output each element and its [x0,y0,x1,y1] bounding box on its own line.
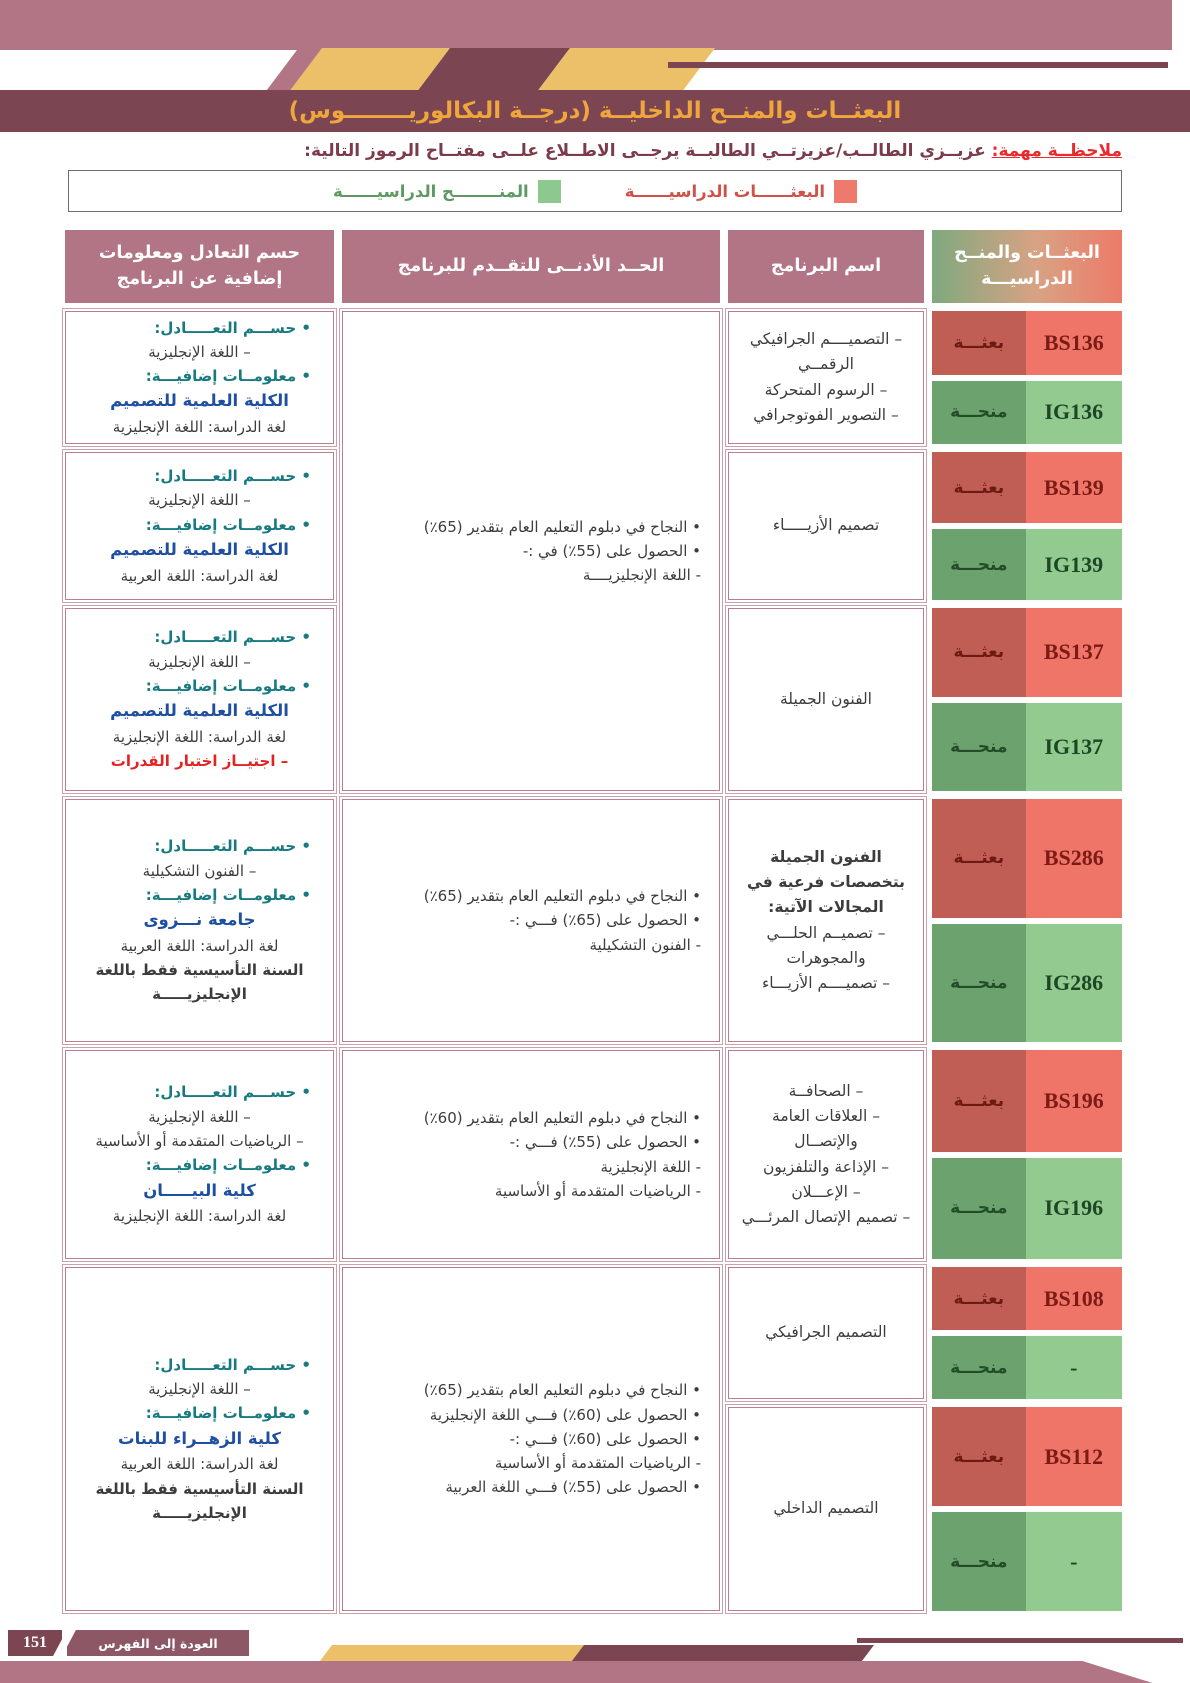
scholarship-code: BS139 [1026,452,1122,523]
program-name-cell: التصميم الجرافيكي [728,1267,924,1399]
grant-code-cell [932,1512,1122,1611]
grant-color-swatch [538,180,561,203]
scholarship-code: BS108 [1026,1267,1122,1330]
grant-code-cell [932,1158,1122,1260]
scholarship-code-cell [932,608,1122,697]
codes-pair-row5 [932,1050,1122,1259]
scholarship-code-cell [932,1267,1122,1330]
program-name-cell: التصميم الداخلي [728,1407,924,1611]
scholarship-code: BS136 [1026,311,1122,375]
grant-type-label: منحـــة [932,1158,1026,1260]
program-info-cell: • حســـم التعـــــادل: – اللغة الإنجليزية • معلومــات إضافيـــة: الكلية العلمية للتصميم لغة الدراسة: اللغة الإنجليزية – اجتيــاز اختبار القدرات [65,608,334,791]
grant-type-label: منحـــة [932,924,1026,1043]
scholarship-code: BS112 [1026,1407,1122,1506]
scholarship-code-cell [932,452,1122,523]
legend-box [68,170,1122,212]
grant-code-cell [932,1336,1122,1399]
page-number: 151 [8,1630,62,1656]
scholarship-type-label: بعثـــة [932,452,1026,523]
program-info-cell: • حســـم التعـــــادل: – اللغة الإنجليزية • معلومــات إضافيـــة: الكلية العلمية للتصميم لغة الدراسة: اللغة العربية [65,452,334,600]
grant-code: IG136 [1026,381,1122,445]
scholarship-code-cell [932,1407,1122,1506]
grant-legend-label: المنــــــــح الدراسيــــــة [332,181,529,201]
grant-code: - [1026,1512,1122,1611]
program-name-cell: الفنون الجميلة [728,608,924,791]
scholarship-type-label: بعثـــة [932,799,1026,918]
top-band [0,0,1172,50]
grant-code-cell [932,529,1122,600]
column-header-program-name: اسم البرنامج [728,230,924,303]
program-name-cell: – التصميــــم الجرافيكي الرقمــي – الرسوم المتحركة – التصوير الفوتوجرافي [728,311,924,444]
scholarship-code-cell [932,311,1122,375]
scholarship-type-label: بعثـــة [932,1267,1026,1330]
grant-type-label: منحـــة [932,529,1026,600]
bottom-rule-line [857,1638,1183,1643]
title-bar [0,90,1190,132]
column-header-min-requirements: الحــد الأدنــى للتقــدم للبرنامج [342,230,720,303]
program-info-cell: • حســـم التعـــــادل: – اللغة الإنجليزية – الرياضيات المتقدمة أو الأساسية • معلومــات إضافيـــة: كلية البيـــــان لغة الدراسة: اللغة الإنجليزية [65,1050,334,1259]
grant-code-cell [932,703,1122,792]
grant-code-cell [932,924,1122,1043]
important-note [68,141,1122,161]
scholarship-code: BS137 [1026,608,1122,697]
grant-code: IG139 [1026,529,1122,600]
parallelogram-yellow-2 [538,48,715,90]
scholarship-code: BS286 [1026,799,1122,918]
codes-pair-row4 [932,799,1122,1042]
codes-pair-row6 [932,1267,1122,1399]
grant-code: - [1026,1336,1122,1399]
scholarship-legend-label: البعثــــــات الدراسيــــــة [624,181,826,201]
grant-code: IG196 [1026,1158,1122,1260]
back-to-index-link[interactable]: العودة إلى الفهرس [67,1630,249,1656]
min-requirements-cell: • النجاح في دبلوم التعليم العام بتقدير (65٪) • الحصول على (65٪) فـــي :- - الفنون التشكيلية [342,799,720,1042]
top-rule-line [668,62,1168,68]
min-requirements-cell: • النجاح في دبلوم التعليم العام بتقدير (60٪) • الحصول على (55٪) فـــي :- - اللغة الإنجليزية - الرياضيات المتقدمة أو الأساسية [342,1050,720,1259]
programs-table [68,230,1122,1611]
column-header-codes: البعثــات والمنــح الدراسيـــة [932,230,1122,303]
column-header-extra-info: حسم التعادل ومعلومات إضافية عن البرنامج [65,230,334,303]
program-info-cell: • حســـم التعـــــادل: – اللغة الإنجليزية • معلومــات إضافيـــة: الكلية العلمية للتصميم لغة الدراسة: اللغة الإنجليزية [65,311,334,444]
scholarship-color-swatch [834,180,857,203]
note-text: عزيــزي الطالــب/عزيزتــي الطالبــة يرجــى الاطــلاع علــى مفتــاح الرموز التالية: [304,141,986,161]
grant-code: IG286 [1026,924,1122,1043]
program-name-cell: تصميم الأزيـــــاء [728,452,924,600]
note-label: ملاحظــة مهمة: [991,141,1122,161]
page-title: البعثــات والمنــح الداخليــة (درجــة البكالوريــــــــوس) [288,98,902,124]
grant-code-cell [932,381,1122,445]
program-info-cell: • حســـم التعـــــادل: – اللغة الإنجليزية • معلومــات إضافيـــة: كلية الزهــراء للبنات لغة الدراسة: اللغة العربية السنة التأسيسية فقط باللغة الإنجليزيـــــة [65,1267,334,1611]
program-name-cell: الفنون الجميلة بتخصصات فرعية في المجالات الآتية: – تصميــم الحلـــي والمجوهرات – تصميــــم الأزيـــاء [728,799,924,1042]
scholarship-code-cell [932,1050,1122,1152]
scholarship-type-label: بعثـــة [932,608,1026,697]
bottom-band [0,1661,1164,1683]
codes-pair-row1 [932,311,1122,444]
min-requirements-cell: • النجاح في دبلوم التعليم العام بتقدير (65٪) • الحصول على (60٪) فـــي اللغة الإنجليزية • الحصول على (60٪) فـــي :- - الرياضيات المتقدمة أو الأساسية • الحصول على (55٪) فـــي اللغة العربية [342,1267,720,1611]
grant-type-label: منحـــة [932,1512,1026,1611]
grant-type-label: منحـــة [932,381,1026,445]
codes-pair-row3 [932,608,1122,791]
scholarship-type-label: بعثـــة [932,1407,1026,1506]
footer-bar [8,1630,249,1656]
min-requirements-cell: • النجاح في دبلوم التعليم العام بتقدير (65٪) • الحصول على (55٪) في :- - اللغة الإنجليزيــــة [342,311,720,791]
grant-type-label: منحـــة [932,703,1026,792]
codes-pair-row7 [932,1407,1122,1611]
program-info-cell: • حســـم التعـــــادل: – الفنون التشكيلية • معلومــات إضافيـــة: جامعة نـــزوى لغة الدراسة: اللغة العربية السنة التأسيسية فقط باللغة الإنجليزيـــــة [65,799,334,1042]
scholarship-type-label: بعثـــة [932,311,1026,375]
codes-pair-row2 [932,452,1122,600]
scholarship-type-label: بعثـــة [932,1050,1026,1152]
scholarship-code-cell [932,799,1122,918]
scholarship-code: BS196 [1026,1050,1122,1152]
grant-code: IG137 [1026,703,1122,792]
grant-type-label: منحـــة [932,1336,1026,1399]
program-name-cell: – الصحافــة – العلاقات العامة والإتصــال – الإذاعة والتلفزيون – الإعـــلان – تصميم الإتصال المرئـــي [728,1050,924,1259]
